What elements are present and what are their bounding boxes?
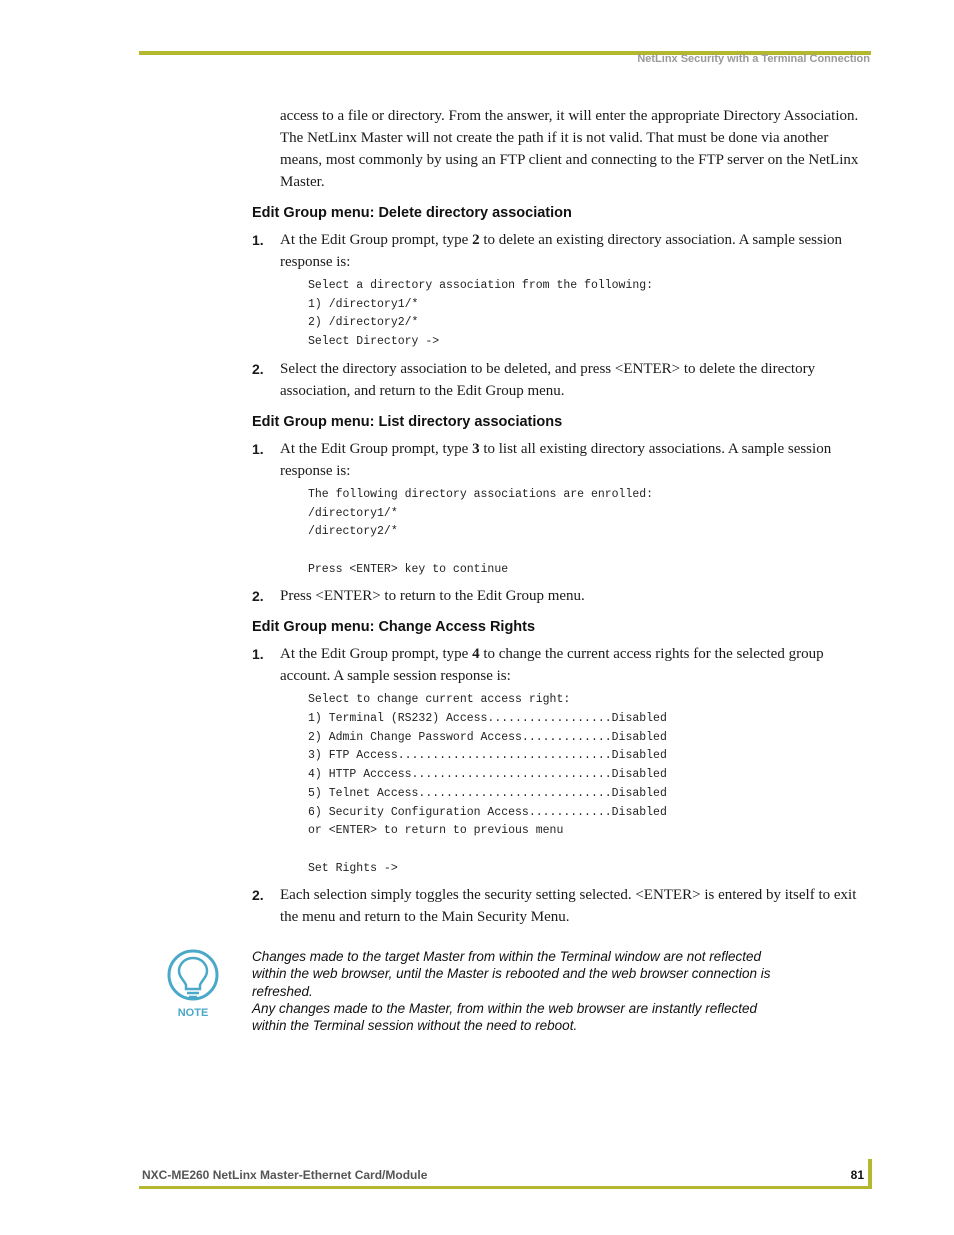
section-change-access-rights: [252, 619, 872, 928]
section-heading: Edit Group menu: List directory associations: [252, 413, 563, 430]
step-number: 1.: [252, 440, 264, 457]
step-text-post: to list all existing directory associations. A sample session response is:: [280, 440, 832, 479]
footer-title: NXC-ME260 NetLinx Master-Ethernet Card/Module: [142, 1168, 428, 1182]
step-text-pre: At the Edit Group prompt, type: [280, 646, 473, 663]
step-number: 2.: [252, 887, 264, 904]
step-2: [252, 884, 872, 928]
step-number: 2.: [252, 360, 264, 377]
step-text: Press <ENTER> to return to the Edit Group menu.: [280, 588, 585, 605]
section-delete-directory: [252, 205, 872, 402]
footer-rule-vertical: [868, 1159, 872, 1189]
step-key: 4: [472, 646, 480, 663]
code-sample: The following directory associations are enrolled: /directory1/* /directory2/* Press <ENTER> key to continue: [308, 487, 654, 576]
step-2: [252, 358, 872, 402]
running-header: NetLinx Security with a Terminal Connection: [637, 53, 870, 65]
code-sample: Select to change current access right: 1) Terminal (RS232) Access..................Disabled 2) Admin Change Password Access.............Disabled 3) FTP Access...............................Disabled 4) HTTP Acccess.............................Disabled 5) Telnet Access............................Disabled 6) Security Configuration Access............Disabled or <ENTER> to return to previous menu Set Rights ->: [308, 693, 667, 875]
step-1: [252, 229, 872, 273]
lightbulb-note-icon: [166, 948, 220, 1020]
note-label: NOTE: [177, 1007, 209, 1019]
step-text-post: to change the current access rights for the selected group account. A sample session response is:: [280, 646, 824, 685]
step-key: 3: [472, 440, 480, 457]
section-heading: Edit Group menu: Delete directory association: [252, 205, 572, 221]
step-text-pre: At the Edit Group prompt, type: [280, 232, 473, 248]
step-number: 1.: [252, 232, 264, 248]
step-text-post: to delete an existing directory association. A sample session response is:: [280, 232, 842, 270]
step-1: [252, 438, 872, 482]
note-line-2: Any changes made to the Master, from within the web browser are instantly reflected within the Terminal session without the need to reboot.: [252, 1000, 757, 1034]
step-text: Select the directory association to be deleted, and press <ENTER> to delete the directory association, and return to the Edit Group menu.: [280, 360, 816, 399]
section-list-directory: [252, 414, 872, 608]
page-number: 81: [850, 1168, 864, 1182]
step-2: [252, 585, 872, 607]
code-sample: Select a directory association from the following: 1) /directory1/* 2) /directory2/* Select Directory ->: [308, 279, 654, 349]
section-heading: Edit Group menu: Change Access Rights: [252, 619, 536, 636]
note-line-1: Changes made to the target Master from within the Terminal window are not reflected within the web browser, until the Master is rebooted and the web browser connection is refreshed.: [252, 949, 771, 999]
step-1: [252, 643, 872, 687]
page-content: [252, 105, 872, 928]
step-number: 1.: [252, 646, 264, 663]
footer-rule: [139, 1186, 871, 1189]
note-text: [252, 948, 792, 1034]
intro-paragraph: access to a file or directory. From the answer, it will enter the appropriate Directory Association. The NetLinx Master will not create the path if it is not valid. That must be done via another means, most commonly by using an FTP client and connecting to the FTP server on the NetLinx Master.: [280, 108, 859, 190]
step-key: 2: [472, 232, 480, 248]
step-text: Each selection simply toggles the security setting selected. <ENTER> is entered by itself to exit the menu and return to the Main Security Menu.: [280, 887, 857, 926]
step-number: 2.: [252, 588, 264, 605]
step-text-pre: At the Edit Group prompt, type: [280, 440, 473, 457]
